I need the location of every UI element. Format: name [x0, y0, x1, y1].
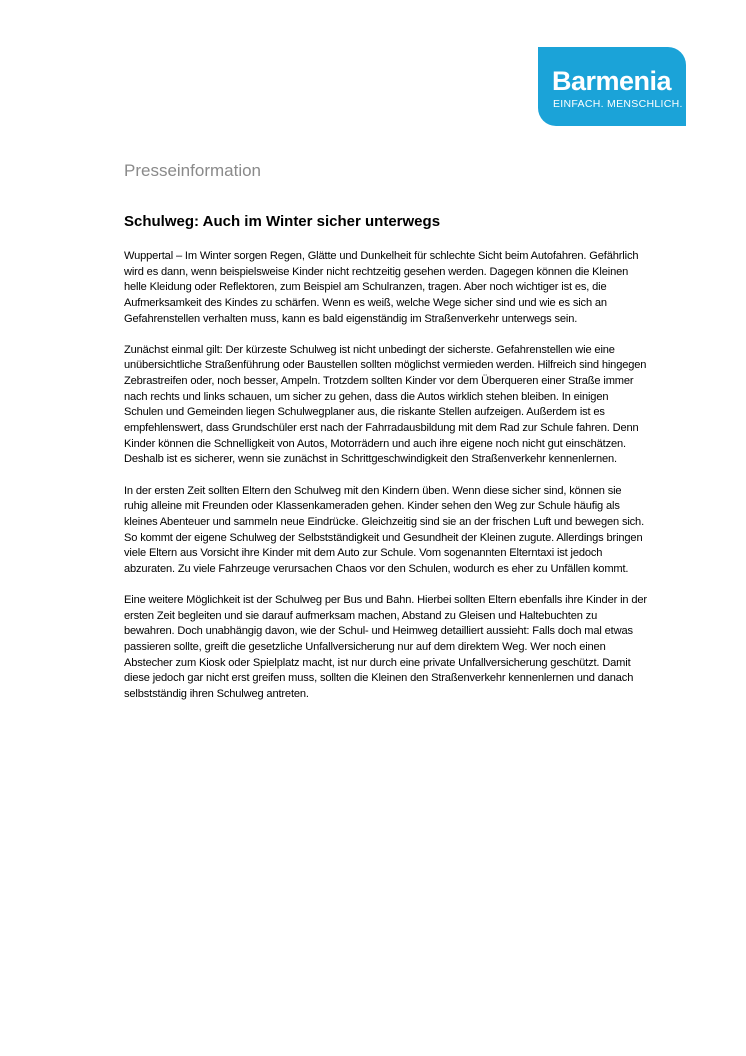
paragraph — [124, 593, 684, 703]
paragraph — [124, 484, 684, 578]
text-line: Wuppertal – Im Winter sorgen Regen, Glätte und Dunkelheit für schlechte Sicht beim Autofahren. Gefährlich — [124, 250, 639, 262]
text-line: selbstständig ihren Schulweg antreten. — [124, 687, 309, 700]
text-line: ruhig alleine mit Freunden oder Klassenkameraden gehen. Kinder sehen den Weg zur Schule häufig als — [124, 500, 620, 513]
logo-name: Barmenia — [552, 66, 672, 96]
paragraph — [124, 249, 684, 327]
text-line: passieren sollte, greift die gesetzliche Unfallversicherung nur auf dem direktem Weg. Wer noch einen — [124, 640, 606, 653]
text-line: viele Eltern aus Vorsicht ihre Kinder mit dem Auto zur Schule. Vom sogenannten Elterntaxi ist jedoch — [124, 547, 603, 560]
text-line: bewahren. Doch unabhängig davon, wie der Schul- und Heimweg detailliert aussieht: Falls doch mal etwas — [124, 625, 633, 638]
text-line: kleines Abenteuer und sammeln neue Eindrücke. Gleichzeitig sind sie an der frischen Luft und bewegen sich. — [124, 515, 645, 528]
text-line: Deshalb ist es sicherer, wenn sie zunächst in Schrittgeschwindigkeit den Straßenverkehr kennenlernen. — [124, 453, 617, 466]
headline: Schulweg: Auch im Winter sicher unterwegs — [124, 213, 441, 230]
text-line: Gefahrenstellen verhalten muss, kann es bald eigenständig im Straßenverkehr unterwegs sein. — [124, 312, 578, 325]
text-line: In der ersten Zeit sollten Eltern den Schulweg mit den Kindern üben. Wenn diese sicher sind, können sie — [124, 484, 622, 497]
paragraph — [124, 343, 684, 468]
text-line: Aufmerksamkeit des Kindes zu schärfen. Wenn es weiß, welche Wege sicher sind und wie es sich an — [124, 296, 607, 309]
text-line: Schulen und Gemeinden liegen Schulwegplaner aus, die riskante Stellen aufzeigen. Außerdem ist es — [124, 406, 605, 419]
document-type: Presseinformation — [124, 161, 262, 180]
text-line: unübersichtliche Straßenführung oder Baustellen sollten möglichst vermieden werden. Hilfreich sind hingegen — [124, 359, 647, 372]
article-body — [124, 249, 684, 718]
text-line: nach rechts und links schauen, um sicher zu gehen, dass die Autos wirklich stehen bleiben. In einigen — [124, 390, 609, 403]
text-line: abzuraten. Zu viele Fahrzeuge verursachen Chaos vor den Schulen, wodurch es eher zu Unfällen kommt. — [124, 562, 629, 575]
logo-tagline: EINFACH. MENSCHLICH. — [553, 98, 683, 110]
text-line: Kinder können die Schnelligkeit von Autos, Motorrädern und auch ihre eigene noch nicht gut einschätzen. — [124, 437, 626, 450]
text-line: Abstecher zum Kiosk oder Spielplatz macht, ist nur durch eine private Unfallversicherung geschützt. Damit — [124, 656, 631, 669]
text-line: empfehlenswert, dass Grundschüler erst nach der Fahrradausbildung mit dem Rad zur Schule fahren. Denn — [124, 422, 639, 435]
text-line: diese jedoch gar nicht erst greifen muss, sollten die Kleinen den Straßenverkehr kennenlernen und danach — [124, 672, 634, 685]
text-line: wird es dann, wenn beispielsweise Kinder nicht rechtzeitig gesehen werden. Dagegen können die Kleinen — [124, 265, 629, 278]
text-line: Zunächst einmal gilt: Der kürzeste Schulweg ist nicht unbedingt der sicherste. Gefahrenstellen wie eine — [124, 343, 615, 356]
text-line: helle Kleidung oder Reflektoren, zum Beispiel am Schulranzen, tragen. Aber noch wichtiger ist es, die — [124, 281, 607, 294]
barmenia-logo — [538, 47, 686, 126]
text-line: Eine weitere Möglichkeit ist der Schulweg per Bus und Bahn. Hierbei sollten Eltern ebenfalls ihre Kinder in der — [124, 593, 647, 606]
text-line: ersten Zeit begleiten und sie darauf aufmerksam machen, Abstand zu Gleisen und Haltebuchten zu — [124, 609, 598, 622]
text-line: So kommt der eigene Schulweg der Selbstständigkeit und Gesundheit der Kleinen zugute. Allerdings bringen — [124, 531, 643, 544]
text-line: Zebrastreifen oder, noch besser, Ampeln. Trotzdem sollten Kinder vor dem Überqueren einer Straße immer — [124, 375, 634, 388]
